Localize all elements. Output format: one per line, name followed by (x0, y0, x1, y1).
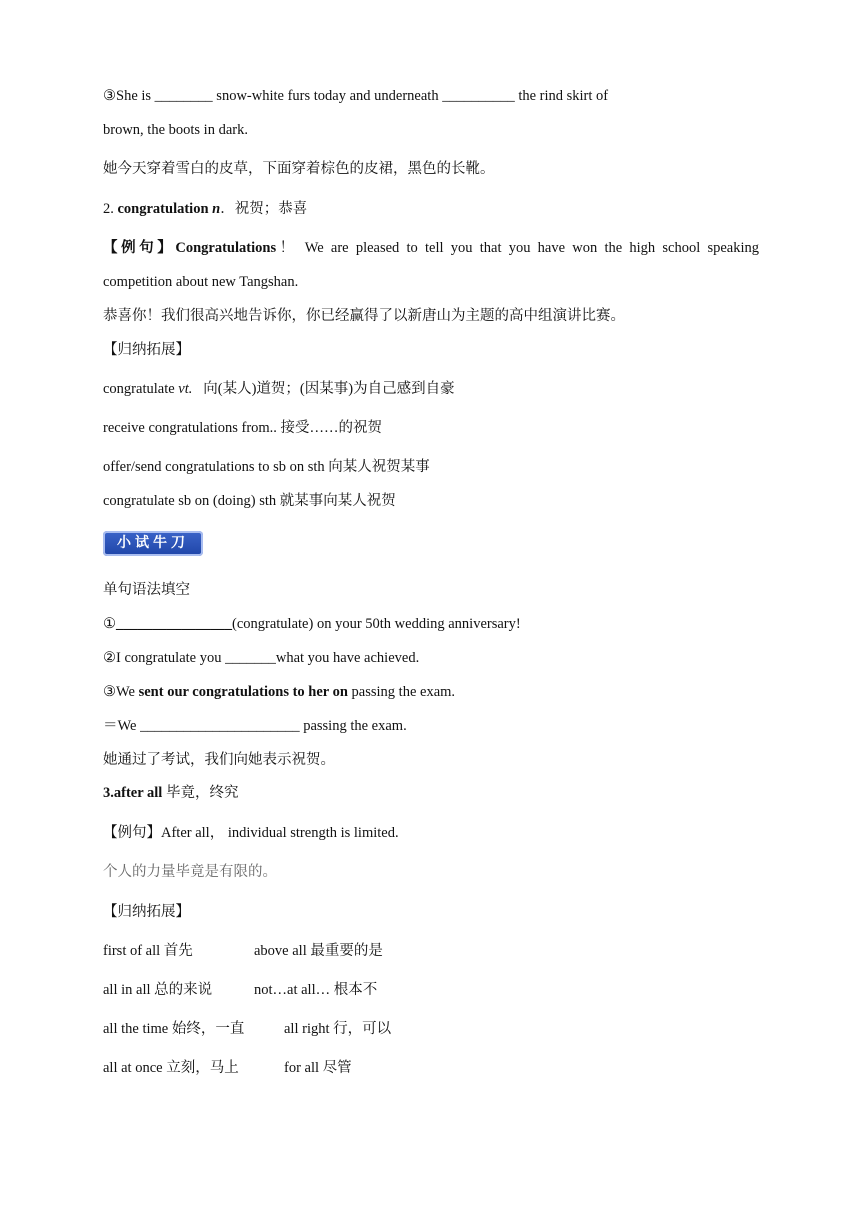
example-tag: 【例句】 (103, 240, 176, 256)
phrase-row-right: not…at all… 根本不 (254, 982, 378, 998)
expand-item-1 (103, 379, 455, 399)
heading-meaning: 毕竟，终究 (162, 785, 239, 801)
exercise-title: 单句语法填空 (103, 582, 190, 598)
q1-rest: (congratulate) on your 50th wedding anniversary! (232, 616, 521, 632)
phrase-row-left: all the time 始终，一直 (103, 1021, 245, 1037)
q1-number: ① (103, 616, 116, 632)
expand-word: congratulate (103, 381, 175, 397)
heading-phrase: 3.after all (103, 785, 163, 801)
expand-tag: 【归纳拓展】 (103, 342, 190, 358)
exercise-q3 (103, 682, 455, 702)
example-sentence-line2: competition about new Tangshan. (103, 274, 299, 290)
expand-meaning: 向(某人)道贺；(因某事)为自己感到自豪 (203, 381, 455, 397)
expand-item-4: congratulate sb on (doing) sth 就某事向某人祝贺 (103, 493, 396, 509)
expand-item-2: receive congratulations from.. 接受……的祝贺 (103, 420, 383, 436)
exercise-q1 (103, 614, 521, 634)
heading-number: 2. (103, 201, 114, 217)
phrase-row-right: above all 最重要的是 (254, 943, 383, 959)
heading-word: congratulation (117, 201, 209, 217)
phrase-row-right: for all 尽管 (284, 1060, 352, 1076)
example-rest: ！ We are pleased to tell you that you have won the high school speaking (276, 240, 759, 256)
q3-pre: ③We (103, 684, 139, 700)
example-bold: Congratulations (175, 240, 277, 256)
phrase-row-left: first of all 首先 (103, 943, 193, 959)
after-all-expand-tag: 【归纳拓展】 (103, 904, 190, 920)
sentence-3-line1: ③She is ________ snow-white furs today and underneath __________ the rind skirt of (103, 88, 609, 104)
expand-pos: vt. (178, 381, 193, 397)
heading-pos: n (212, 201, 221, 217)
practice-badge: 小试牛刀 (103, 531, 203, 556)
vocab-heading-after-all (103, 783, 238, 803)
phrase-row-left: all in all 总的来说 (103, 982, 213, 998)
after-all-example: 【例句】After all， individual strength is limited. (103, 825, 399, 841)
heading-meaning: ．祝贺；恭喜 (220, 201, 308, 217)
q3-bold: sent our congratulations to her on (138, 684, 348, 700)
exercise-q3-translation: 她通过了考试，我们向她表示祝贺。 (103, 752, 335, 768)
exercise-q2: ②I congratulate you _______what you have achieved. (103, 650, 420, 666)
sentence-3-translation: 她今天穿着雪白的皮草，下面穿着棕色的皮裙，黑色的长靴。 (103, 161, 495, 177)
phrase-row-left: all at once 立刻，马上 (103, 1060, 239, 1076)
example-sentence-line1 (103, 238, 759, 258)
sentence-3-line2: brown, the boots in dark. (103, 122, 248, 138)
example-translation: 恭喜你！我们很高兴地告诉你，你已经赢得了以新唐山为主题的高中组演讲比赛。 (103, 308, 625, 324)
after-all-translation: 个人的力量毕竟是有限的。 (103, 864, 277, 880)
q1-blank: ________________ (116, 616, 232, 632)
q3-post: passing the exam. (347, 684, 456, 700)
vocab-heading-congratulation (103, 199, 307, 219)
expand-item-3: offer/send congratulations to sb on sth 向某人祝贺某事 (103, 459, 430, 475)
phrase-row-right: all right 行，可以 (284, 1021, 392, 1037)
exercise-q3-rewrite: ＝We ______________________ passing the exam. (103, 718, 407, 734)
